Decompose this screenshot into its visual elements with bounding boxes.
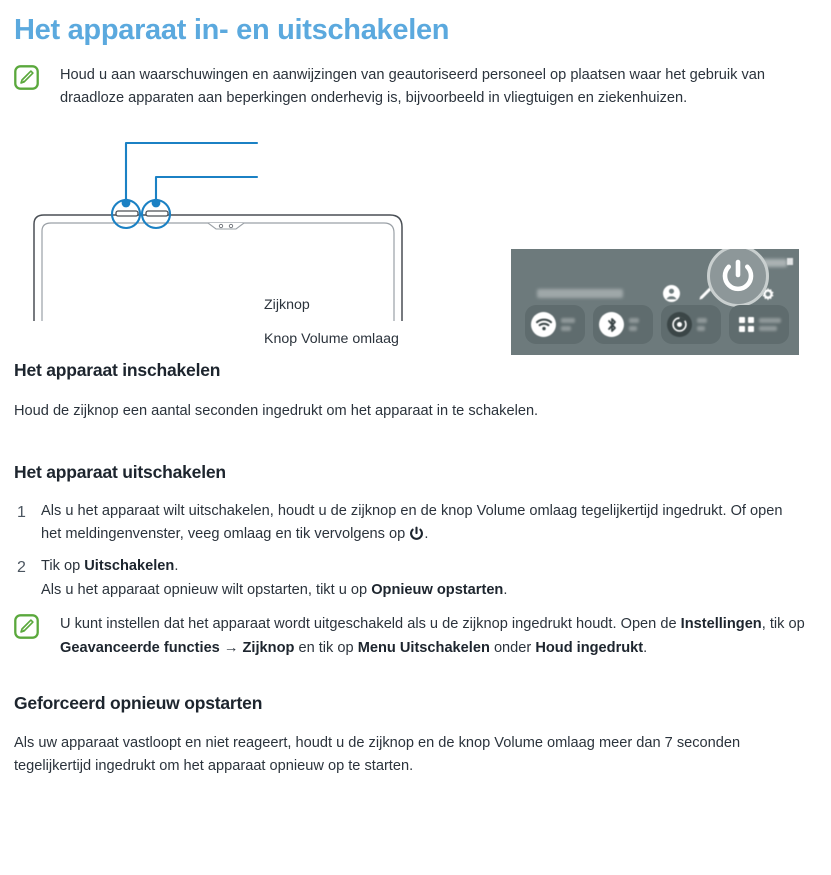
- step2-line1-part1: Tik op: [41, 558, 85, 574]
- tip-bold-settings: Instellingen: [680, 616, 762, 633]
- note-pen-icon: [14, 614, 39, 639]
- tablet-front-illustration: [20, 123, 480, 321]
- sound-icon: [667, 312, 692, 337]
- note-sidekey-text: [60, 613, 817, 660]
- step2-line1-bold: Uitschakelen: [84, 558, 175, 574]
- step1-text-part2: .: [424, 526, 429, 543]
- panel-clock-blurred: [537, 289, 623, 298]
- tip-part3: →: [219, 639, 243, 656]
- step-number: 1: [17, 503, 26, 521]
- power-off-steps: [14, 500, 817, 603]
- step1-text-part1: Als u het apparaat wilt uitschakelen, houdt u de zijknop en de knop Volume omlaag tegelijkertijd ingedrukt. Of open het meldingenvenster, veeg omlaag en tik vervolgens op: [41, 502, 783, 543]
- note-pen-icon: [14, 65, 39, 90]
- tip-bold-advanced: Geavanceerde functies: [60, 639, 220, 656]
- tile-wifi-label-blur: [561, 318, 575, 331]
- tile-apps[interactable]: [729, 305, 789, 344]
- quick-settings-panel-screenshot: [511, 249, 799, 355]
- callout-label-volume-down: Knop Volume omlaag: [264, 331, 399, 348]
- heading-power-on: Het apparaat inschakelen: [14, 360, 221, 381]
- note-warning-text: Houd u aan waarschuwingen en aanwijzingen van geautoriseerd personeel op plaatsen waar het gebruik van draadloze apparaten aan beperkingen onderhevig is, bijvoorbeeld in vliegtuigen en ziekenhuizen.: [60, 66, 766, 107]
- tip-bold-sidekey: Zijknop: [242, 639, 295, 656]
- tip-part4: en tik op: [294, 639, 358, 656]
- tile-bluetooth[interactable]: [593, 305, 653, 344]
- callout-label-side-key: Zijknop: [264, 297, 310, 314]
- wifi-icon: [531, 312, 556, 337]
- account-icon[interactable]: [663, 285, 680, 307]
- paragraph-force-restart: Als uw apparaat vastloopt en niet reageert, houdt u de zijknop en de knop Volume omlaag meer dan 7 seconden tegelijkertijd ingedrukt om het apparaat opnieuw op te starten.: [14, 734, 741, 775]
- tile-wifi[interactable]: [525, 305, 585, 344]
- note-sidekey-tip: [14, 613, 817, 660]
- tile-sound-label-blur: [697, 318, 707, 331]
- heading-power-off: Het apparaat uitschakelen: [14, 461, 226, 482]
- step2-line2-bold: Opnieuw opstarten: [371, 581, 504, 598]
- step-number: 2: [17, 559, 26, 576]
- page-title: Het apparaat in- en uitschakelen: [14, 14, 450, 46]
- quick-tiles-row: [525, 305, 789, 344]
- step2-line2-part2: .: [503, 581, 508, 598]
- apps-grid-icon: [739, 317, 754, 332]
- list-item: [14, 500, 817, 547]
- panel-battery-dot: [787, 258, 793, 265]
- step2-line1-part2: .: [174, 558, 179, 574]
- bluetooth-icon: [599, 312, 624, 337]
- paragraph-power-on: Houd de zijknop een aantal seconden ingedrukt om het apparaat in te schakelen.: [14, 403, 539, 420]
- tip-bold-presshold: Houd ingedrukt: [535, 639, 644, 656]
- step2-line2-part1: Als u het apparaat opnieuw wilt opstarten, tikt u op: [41, 581, 372, 598]
- tip-part2: , tik op: [761, 616, 805, 633]
- tip-part5: onder: [489, 639, 536, 656]
- power-icon: [409, 526, 424, 541]
- manual-page: [0, 13, 831, 875]
- step-text: [41, 500, 803, 547]
- tile-sound[interactable]: [661, 305, 721, 344]
- note-warning: [14, 64, 817, 111]
- tile-bluetooth-label-blur: [629, 318, 639, 331]
- tip-part6: .: [643, 639, 648, 656]
- heading-force-restart: Geforceerd opnieuw opstarten: [14, 692, 263, 713]
- tip-bold-poweroffmenu: Menu Uitschakelen: [357, 639, 490, 656]
- tile-apps-label-blur: [759, 318, 781, 331]
- power-icon: [720, 258, 756, 294]
- tip-part1: U kunt instellen dat het apparaat wordt uitgeschakeld als u de zijknop ingedrukt houdt. Open de: [60, 616, 681, 633]
- step-text: [41, 555, 507, 602]
- list-item: [14, 555, 817, 602]
